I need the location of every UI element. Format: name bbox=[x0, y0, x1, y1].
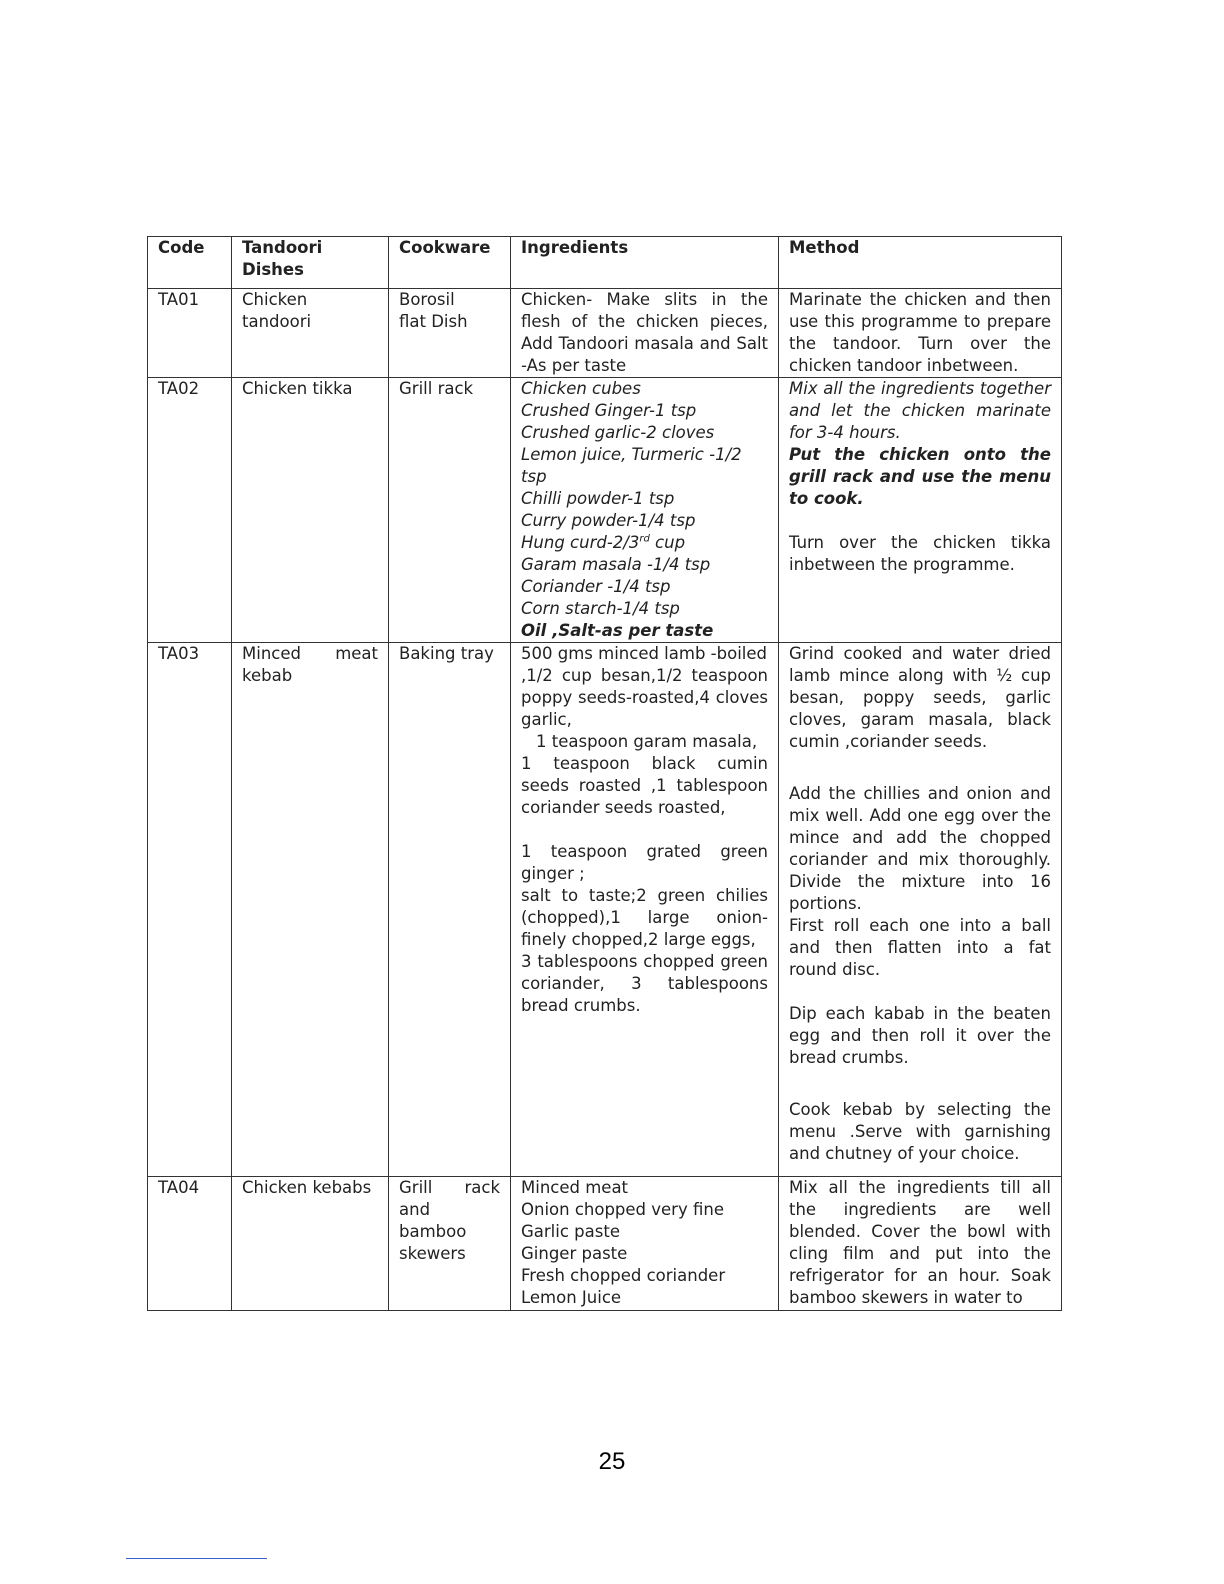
row-code: TA01 bbox=[148, 289, 232, 378]
row-cookware: Baking tray bbox=[389, 643, 511, 1177]
ingredient-line: Curry powder-1/4 tsp bbox=[521, 511, 696, 530]
dish-line: tandoori bbox=[242, 312, 312, 331]
ingredient-paragraph: 3 tablespoons chopped green coriander, 3 tablespoons bread crumbs. bbox=[521, 952, 768, 1015]
method-paragraph: Turn over the chicken tikka inbetween the programme. bbox=[789, 533, 1051, 574]
ingredient-line: Crushed Ginger-1 tsp bbox=[521, 401, 697, 420]
row-method bbox=[779, 643, 1062, 1177]
ingredient-paragraph: 1 teaspoon black cumin seeds roasted ,1 tablespoon coriander seeds roasted, bbox=[521, 754, 768, 817]
method-paragraph: First roll each one into a ball and then flatten into a fat round disc. bbox=[789, 916, 1051, 979]
cookware-line: flat Dish bbox=[399, 312, 468, 331]
header-dish: Tandoori Dishes bbox=[232, 237, 389, 289]
tandoori-recipes-table bbox=[147, 236, 1062, 1311]
method-paragraph: Mix all the ingredients together and let the chicken marinate for 3-4 hours. bbox=[789, 379, 1051, 442]
cookware-line: Borosil bbox=[399, 290, 455, 309]
method-paragraph: Add the chillies and onion and mix well. Add one egg over the mince and add the chopped coriander and mix thoroughly. Divide the mixture into 16 portions. bbox=[789, 784, 1051, 913]
ingredient-line: Minced meat bbox=[521, 1178, 629, 1197]
ingredient-text: Hung curd-2/3 bbox=[521, 533, 640, 552]
row-dish: Chicken kebabs bbox=[232, 1177, 389, 1311]
ingredient-line: Oil ,Salt-as per taste bbox=[521, 621, 714, 640]
row-cookware bbox=[389, 289, 511, 378]
ingredient-line: Coriander -1/4 tsp bbox=[521, 577, 671, 596]
table-row bbox=[148, 643, 1062, 1177]
row-method: Marinate the chicken and then use this programme to prepare the tandoor. Turn over the chicken tandoor inbetween. bbox=[779, 289, 1062, 378]
ingredient-line: Crushed garlic-2 cloves bbox=[521, 423, 715, 442]
ingredient-paragraph: salt to taste;2 green chilies (chopped),1 large onion-finely chopped,2 large eggs, bbox=[521, 886, 768, 949]
ingredient-paragraph: 500 gms minced lamb -boiled bbox=[521, 644, 767, 663]
table-row bbox=[148, 378, 1062, 643]
method-paragraph: Dip each kabab in the beaten egg and then roll it over the bread crumbs. bbox=[789, 1004, 1051, 1067]
ingredient-line: Chicken cubes bbox=[521, 379, 641, 398]
row-code: TA04 bbox=[148, 1177, 232, 1311]
header-ingredients: Ingredients bbox=[511, 237, 779, 289]
ingredient-text: cup bbox=[649, 533, 686, 552]
row-method bbox=[779, 378, 1062, 643]
row-ingredients: Chicken- Make slits in the flesh of the chicken pieces, Add Tandoori masala and Salt -As per taste bbox=[511, 289, 779, 378]
row-method: Mix all the ingredients till all the ingredients are well blended. Cover the bowl with cling film and put into the refrigerator for an hour. Soak bamboo skewers in water to bbox=[779, 1177, 1062, 1311]
method-paragraph: Put the chicken onto the grill rack and use the menu to cook. bbox=[789, 445, 1051, 508]
ingredient-line: Ginger paste bbox=[521, 1244, 628, 1263]
table-header-row bbox=[148, 237, 1062, 289]
ingredient-line: Garlic paste bbox=[521, 1222, 620, 1241]
ingredient-paragraph: 1 teaspoon garam masala, bbox=[536, 732, 758, 751]
method-paragraph: Grind cooked and water dried lamb mince along with ½ cup besan, poppy seeds, garlic cloves, garam masala, black cumin ,coriander seeds. bbox=[789, 644, 1051, 751]
dish-line: Chicken bbox=[242, 290, 308, 309]
header-code: Code bbox=[148, 237, 232, 289]
row-cookware: Grill rack and bamboo skewers bbox=[389, 1177, 511, 1311]
table-row bbox=[148, 1177, 1062, 1311]
ingredient-line: Lemon juice, Turmeric -1/2 tsp bbox=[521, 445, 742, 486]
row-dish bbox=[232, 289, 389, 378]
ingredient-line: Chilli powder-1 tsp bbox=[521, 489, 675, 508]
footnote-separator bbox=[126, 1558, 267, 1559]
row-ingredients bbox=[511, 643, 779, 1177]
ordinal-suffix: rd bbox=[639, 533, 650, 545]
method-paragraph: Cook kebab by selecting the menu .Serve with garnishing and chutney of your choice. bbox=[789, 1100, 1051, 1163]
row-code: TA02 bbox=[148, 378, 232, 643]
header-cookware: Cookware bbox=[389, 237, 511, 289]
page-number: 25 bbox=[598, 1448, 626, 1475]
row-cookware: Grill rack bbox=[389, 378, 511, 643]
table-row bbox=[148, 289, 1062, 378]
ingredient-paragraph: 1 teaspoon grated green ginger ; bbox=[521, 842, 768, 883]
ingredient-line: Garam masala -1/4 tsp bbox=[521, 555, 711, 574]
row-code: TA03 bbox=[148, 643, 232, 1177]
ingredient-line: Fresh chopped coriander bbox=[521, 1266, 726, 1285]
row-ingredients bbox=[511, 378, 779, 643]
ingredient-line bbox=[521, 532, 768, 554]
ingredient-line: Lemon Juice bbox=[521, 1288, 622, 1307]
row-ingredients bbox=[511, 1177, 779, 1311]
row-dish: Minced meat kebab bbox=[232, 643, 389, 1177]
header-method: Method bbox=[779, 237, 1062, 289]
row-dish: Chicken tikka bbox=[232, 378, 389, 643]
ingredient-line: Corn starch-1/4 tsp bbox=[521, 599, 680, 618]
ingredient-line: Onion chopped very fine bbox=[521, 1200, 724, 1219]
ingredient-paragraph: ,1/2 cup besan,1/2 teaspoon poppy seeds-roasted,4 cloves garlic, bbox=[521, 666, 768, 729]
